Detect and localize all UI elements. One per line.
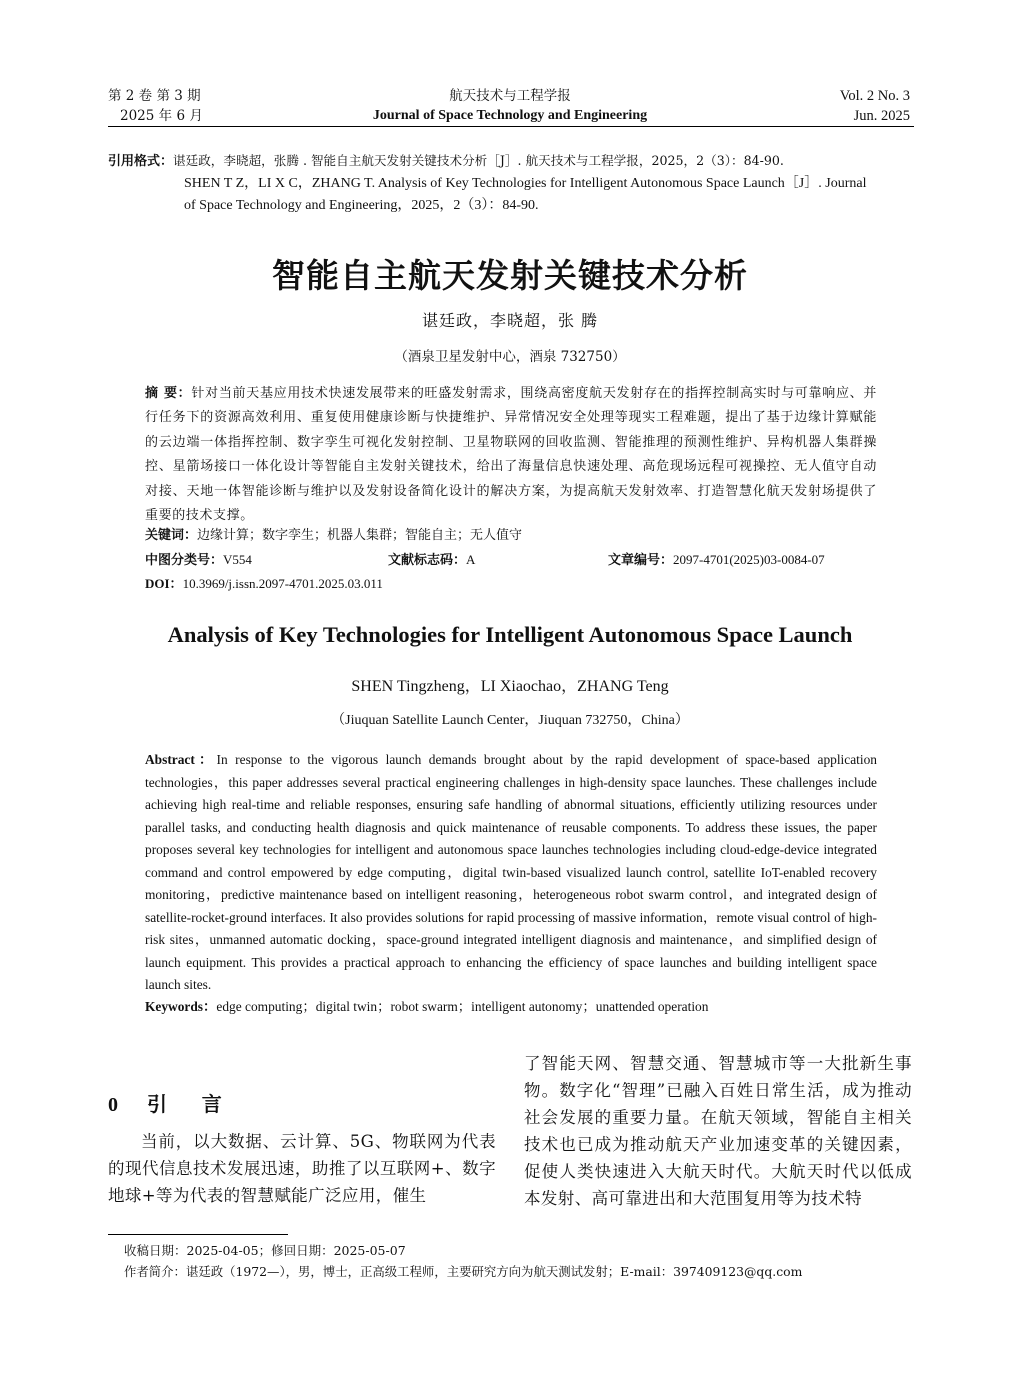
title-en: Analysis of Key Technologies for Intelligent Autonomous Space Launch (167, 622, 853, 647)
keywords-en-label: Keywords： (145, 999, 217, 1014)
section-heading (108, 1088, 222, 1117)
footnote-dates: 收稿日期：2025-04-05；修回日期：2025-05-07 (124, 1243, 406, 1258)
citation-label: 引用格式： (108, 154, 174, 169)
header-volume-issue (108, 86, 248, 126)
header-journal-en: Journal of Space Technology and Engineering (372, 108, 648, 123)
citation-en-line1: SHEN T Z，LI X C，ZHANG T. Analysis of Key Technologies for Intelligent Autonomous Space Launch［J］. Journal (184, 176, 867, 191)
footnote-author-bio: 作者简介：谌廷政（1972—），男，博士，正高级工程师，主要研究方向为航天测试发射；E-mail：397409123@qq.com (124, 1264, 803, 1279)
clc-number (145, 548, 375, 573)
citation-en-line2: of Space Technology and Engineering，2025，2（3）：84-90. (184, 198, 539, 213)
citation-block (108, 150, 918, 217)
doi-value: 10.3969/j.issn.2097-4701.2025.03.011 (182, 576, 383, 591)
keywords-en (145, 996, 877, 1018)
title-cn: 智能自主航天发射关键技术分析 (272, 256, 748, 295)
header-date-cn: 2025 年 6 月 (120, 108, 203, 124)
affiliation-cn: （酒泉卫星发射中心，酒泉 732750） (394, 349, 626, 365)
abstract-en (145, 749, 877, 997)
keywords-cn-text: 边缘计算；数字孪生；机器人集群；智能自主；无人值守 (197, 528, 523, 543)
doi (145, 572, 645, 597)
abstract-cn (145, 382, 877, 528)
doc-label: 文献标志码： (388, 553, 467, 568)
keywords-cn (145, 524, 877, 548)
body-right-column: 了智能天网、智慧交通、智慧城市等一大批新生事物。数字化“智理”已融入百姓日常生活，成为推动社会发展的重要力量。在航天领域，智能自主相关技术也已成为推动航天产业加速变革的关键因素，促使人类快速进入大航天时代。大航天时代以低成本发射、高可靠进出和大范围复用等为技术特 (524, 1054, 912, 1208)
abstract-cn-label: 摘 要： (145, 386, 192, 401)
clc-label: 中图分类号： (145, 553, 224, 568)
keywords-en-text: edge computing；digital twin；robot swarm；intelligent autonomy；unattended operation (216, 999, 709, 1014)
header-journal (310, 86, 710, 126)
clc-value: V554 (223, 552, 252, 567)
doi-label: DOI： (145, 576, 183, 591)
body-left-column: 当前，以大数据、云计算、5G、物联网为代表的现代信息技术发展迅速，助推了以互联网+、数字地球+等为代表的智慧赋能广泛应用，催生 (108, 1132, 496, 1205)
article-value: 2097-4701(2025)03-0084-07 (673, 552, 825, 567)
abstract-en-text: In response to the vigorous launch demands brought about by the rapid development of space-based application technologies，this paper addresses several practical engineering challenges in high-density space launches. These challenges include achieving high real-time and reliable responses, ensuring safe handling of abnormal situations, efficiently utilizing resources under parallel tasks, and conducting health diagnosis and quick maintenance of reusable components. To address these issues, the paper proposes several key technologies for intelligent and autonomous space launches technologies including cloud-edge-device integrated command and control empowered by edge computing，digital twin-based visualized launch control, satellite IoT-enabled recovery monitoring，predictive maintenance based on intelligent reasoning，heterogeneous robot swarm control，and integrated design of satellite-rocket-ground interfaces. It also provides solutions for rapid processing of massive information，remote visual control of high-risk sites，unmanned automatic docking，space-ground integrated intelligent diagnosis and maintenance，and simplified design of launch equipment. This provides a practical approach to enhancing the efficiency of space launches and building intelligent space launch sites. (145, 752, 877, 992)
header-vol-no: Vol. 2 No. 3 (839, 88, 910, 104)
header-volume: 第 2 卷 第 3 期 (108, 88, 201, 104)
abstract-cn-text: 针对当前天基应用技术快速发展带来的旺盛发射需求，围绕高密度航天发射存在的指挥控制高实时与可靠响应、并行任务下的资源高效利用、重复使用健康诊断与快捷维护、异常情况安全处理等现实工程难题，提出了基于边缘计算赋能的云边端一体指挥控制、数字孪生可视化发射控制、卫星物联网的回收监测、智能推理的预测性维护、异构机器人集群操控、星箭场接口一体化设计等智能自主发射关键技术，给出了海量信息快速处理、高危现场远程可视操控、无人值守自动对接、天地一体智能诊断与维护以及发射设备简化设计的解决方案，为提高航天发射效率、打造智慧化航天发射场提供了重要的技术支撑。 (145, 386, 877, 524)
header-vol-no-en (760, 86, 910, 126)
citation-cn: 谌廷政，李晓超，张腾 . 智能自主航天发射关键技术分析［J］. 航天技术与工程学报，2025，2（3）：84-90. (173, 153, 784, 168)
section-title: 引 言 (146, 1092, 222, 1116)
footnote-rule (108, 1234, 288, 1235)
doc-value: A (466, 552, 476, 567)
document-code (388, 548, 588, 573)
header-date-en: Jun. 2025 (853, 108, 910, 124)
authors-en: SHEN Tingzheng，LI Xiaochao，ZHANG Teng (351, 678, 669, 695)
section-number: 0 (108, 1094, 118, 1116)
header-journal-cn: 航天技术与工程学报 (449, 88, 571, 104)
article-number (608, 548, 898, 573)
authors-cn: 谌廷政，李晓超，张 腾 (421, 311, 599, 330)
affiliation-en: （Jiuquan Satellite Launch Center，Jiuquan 732750，China） (331, 713, 689, 728)
keywords-cn-label: 关键词： (145, 528, 198, 543)
abstract-en-label: Abstract： (145, 752, 217, 767)
header-rule (108, 126, 914, 127)
article-label: 文章编号： (608, 553, 674, 568)
